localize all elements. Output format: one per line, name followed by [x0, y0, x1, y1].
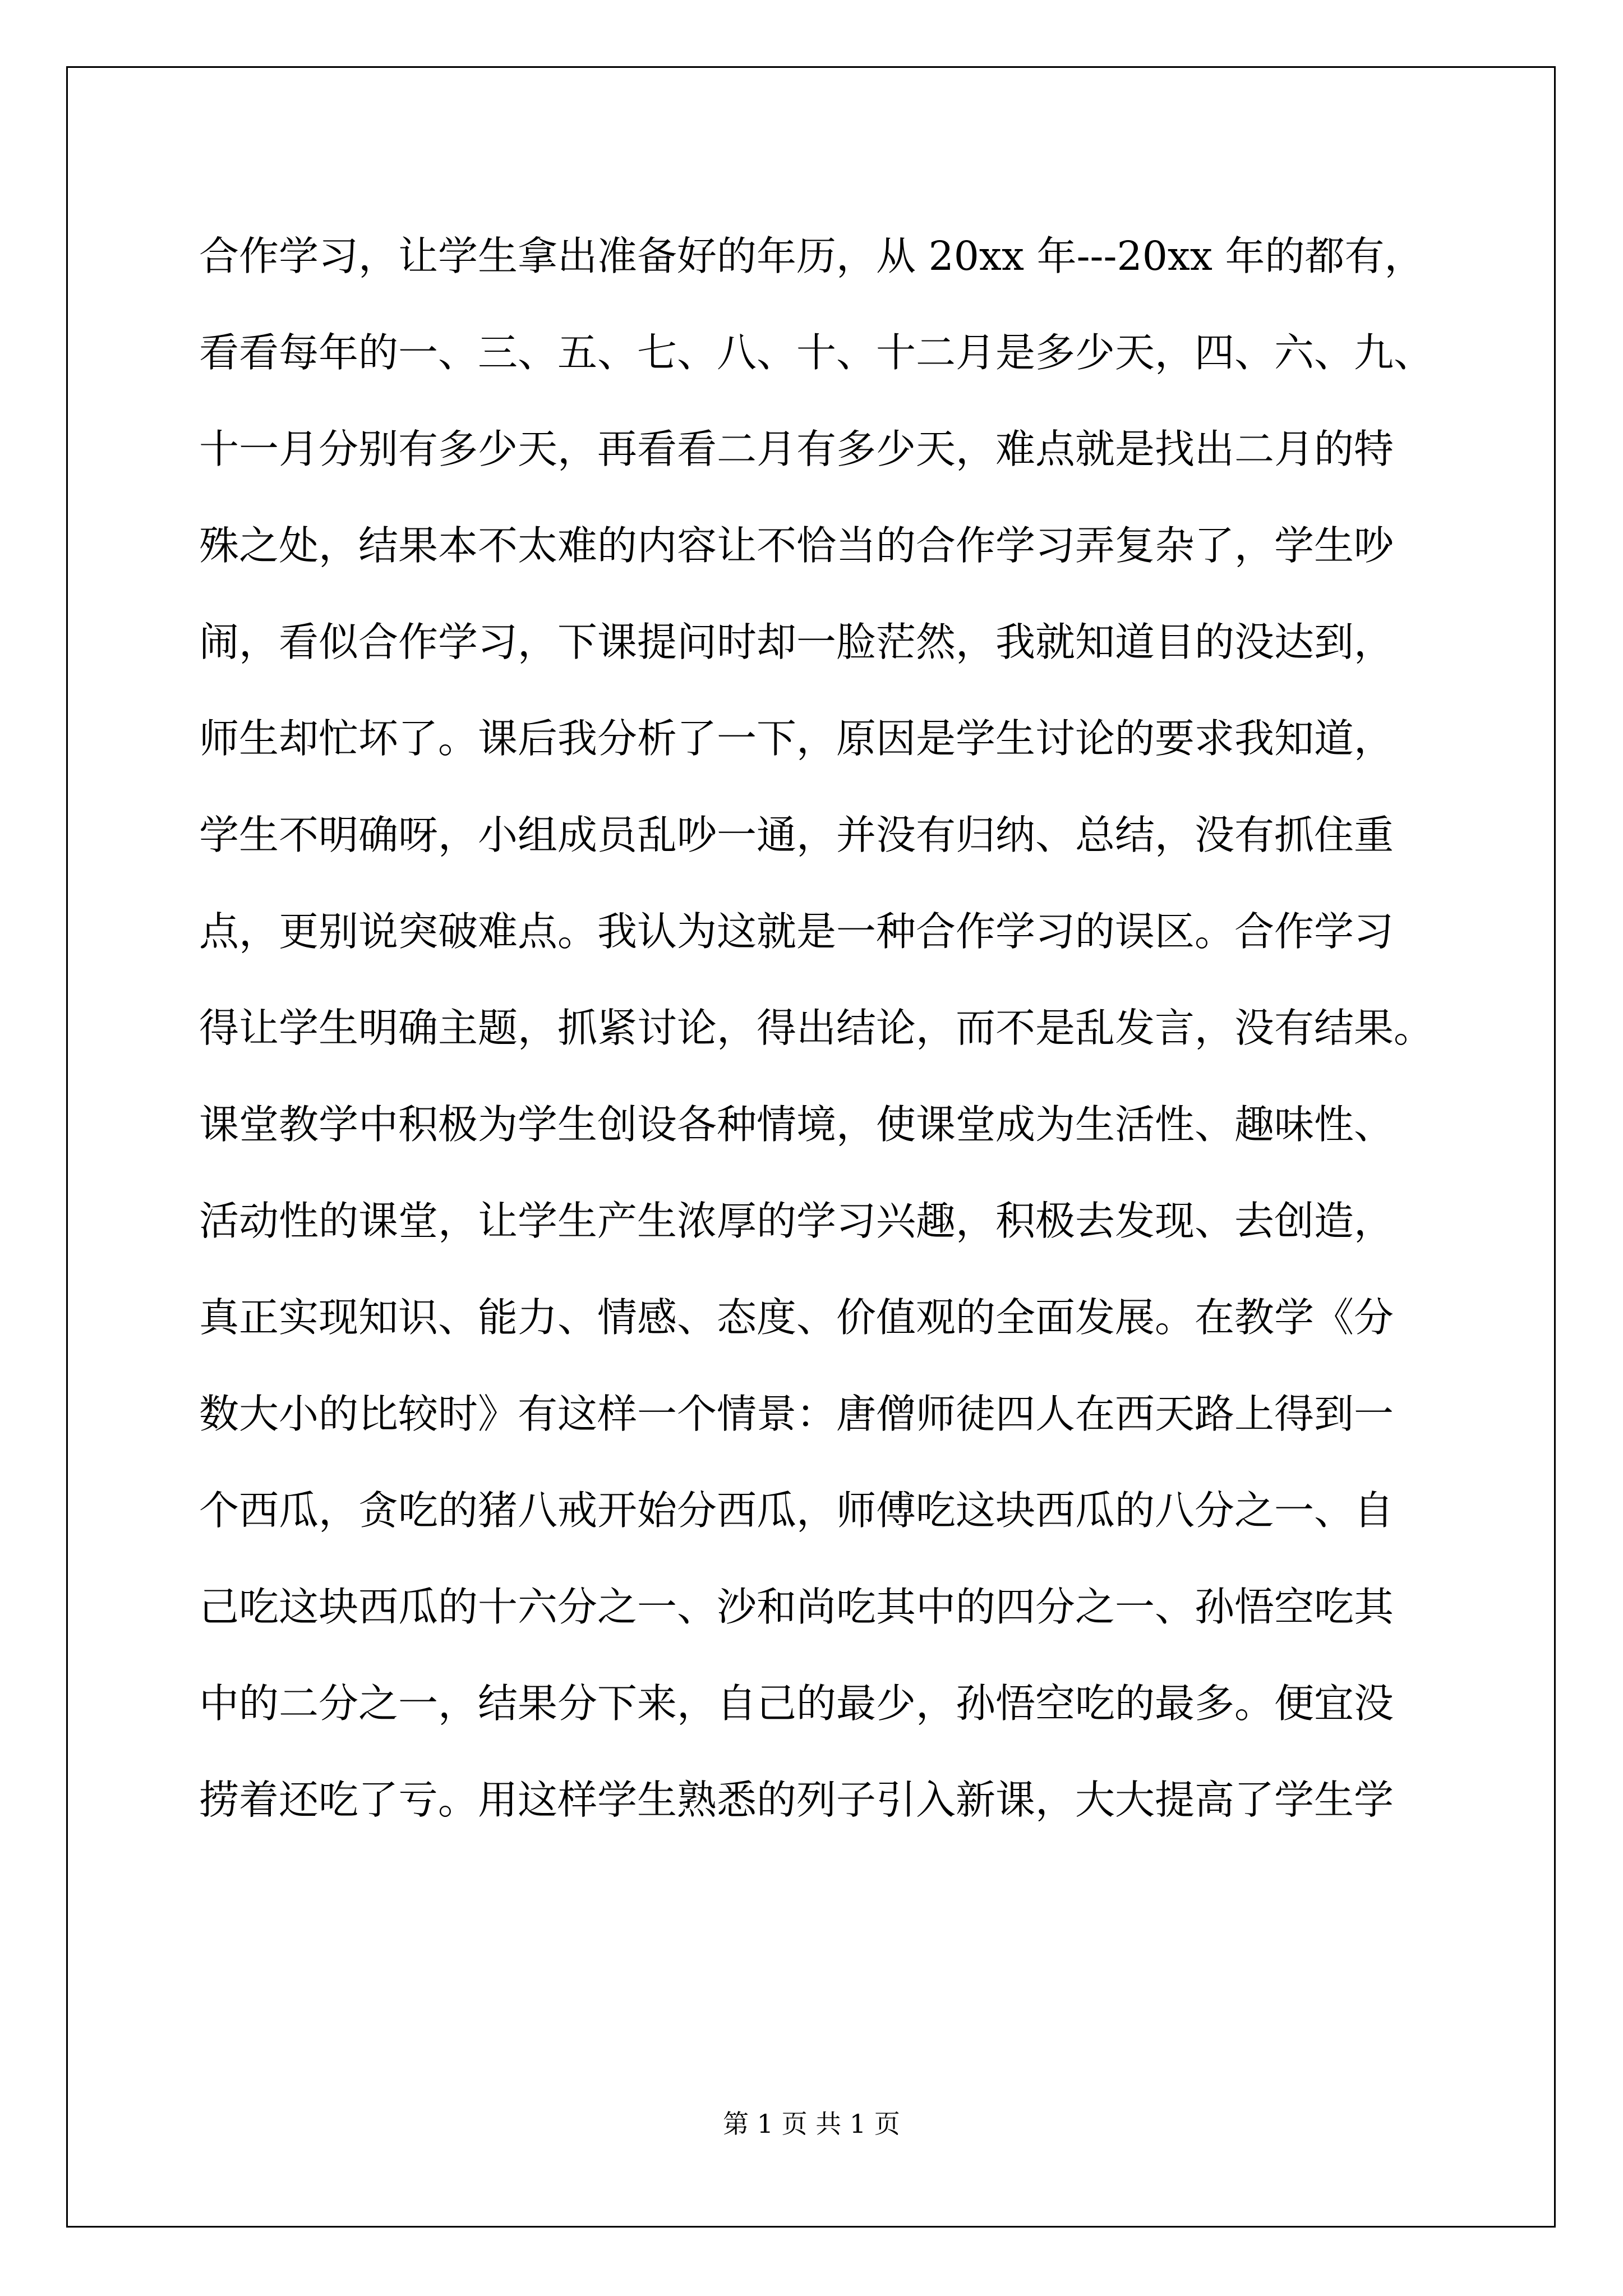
- text-line: 闹，看似合作学习，下课提问时却一脸茫然，我就知道目的没达到，: [199, 619, 1394, 665]
- text-line: 课堂教学中积极为学生创设各种情境，使课堂成为生活性、趣味性、: [199, 1101, 1394, 1148]
- text-line: 个西瓜，贪吃的猪八戒开始分西瓜，师傅吃这块西瓜的八分之一、自: [199, 1487, 1394, 1534]
- text-line: 学生不明确呀，小组成员乱吵一通，并没有归纳、总结，没有抓住重: [199, 812, 1394, 858]
- text-line: 得让学生明确主题，抓紧讨论，得出结论，而不是乱发言，没有结果。: [199, 1005, 1434, 1051]
- text-line: 合作学习，让学生拿出准备好的年历，从 20xx 年---20xx 年的都有，: [199, 233, 1424, 279]
- page-footer: 第 1 页 共 1 页: [723, 2109, 900, 2139]
- text-line: 捞着还吃了亏。用这样学生熟悉的列子引入新课，大大提高了学生学: [199, 1777, 1394, 1823]
- text-line: 活动性的课堂，让学生产生浓厚的学习兴趣，积极去发现、去创造，: [199, 1198, 1394, 1244]
- text-line: 十一月分别有多少天，再看看二月有多少天，难点就是找出二月的特: [199, 426, 1394, 472]
- text-line: 点，更别说突破难点。我认为这就是一种合作学习的误区。合作学习: [199, 908, 1394, 955]
- text-line: 中的二分之一，结果分下来，自己的最少，孙悟空吃的最多。便宜没: [199, 1680, 1394, 1727]
- text-line: 数大小的比较时》有这样一个情景：唐僧师徒四人在西天路上得到一: [199, 1391, 1394, 1437]
- text-line: 师生却忙坏了。课后我分析了一下，原因是学生讨论的要求我知道，: [199, 715, 1394, 762]
- text-line: 看看每年的一、三、五、七、八、十、十二月是多少天，四、六、九、: [199, 329, 1434, 376]
- text-line: 真正实现知识、能力、情感、态度、价值观的全面发展。在教学《分: [199, 1294, 1394, 1341]
- text-line: 己吃这块西瓜的十六分之一、沙和尚吃其中的四分之一、孙悟空吃其: [199, 1584, 1394, 1630]
- text-line: 殊之处，结果本不太难的内容让不恰当的合作学习弄复杂了，学生吵: [199, 522, 1394, 569]
